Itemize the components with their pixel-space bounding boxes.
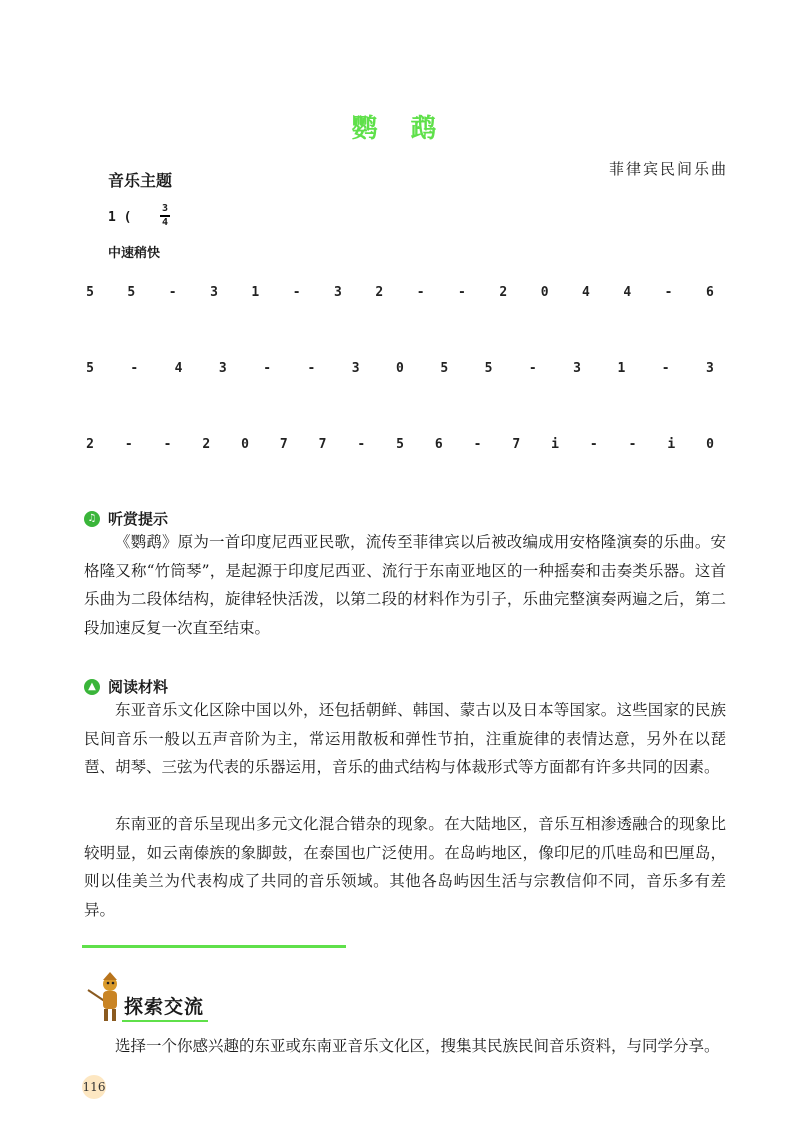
listening-heading — [84, 508, 168, 529]
explore-heading: 探索交流 — [124, 996, 205, 1018]
score-note: 3 — [573, 360, 581, 376]
song-title: 鹦 鹉 — [351, 114, 449, 144]
explore-text: 选择一个你感兴趣的东亚或东南亚音乐文化区，搜集其民族民间音乐资料，与同学分享。 — [115, 1037, 720, 1055]
score-note: 2 — [86, 436, 94, 452]
score-note: 3 — [210, 284, 218, 300]
score-note: 5 — [484, 360, 493, 376]
score-note: 6 — [706, 284, 714, 300]
score-note: 6 — [434, 436, 443, 452]
score-note: 7 — [512, 436, 521, 452]
book-icon: ▲ — [84, 679, 100, 695]
score-note: - — [124, 436, 133, 452]
score-note: 4 — [174, 360, 183, 376]
score-note: 4 — [623, 284, 632, 300]
page-number: 116 — [82, 1075, 106, 1099]
score-row-3 — [84, 432, 716, 456]
reading-paragraph-2: 东南亚的音乐呈现出多元文化混合错杂的现象。在大陆地区，音乐互相渗透融合的现象比较明显，如云南傣族的象脚鼓，在泰国也广泛使用。在岛屿地区，像印尼的爪哇岛和巴厘岛，则以佳美兰为代表构成了共同的音乐领域。其他各岛屿因生活与宗教信仰不同，音乐多有差异。 — [84, 815, 726, 919]
score-note: 3 — [218, 360, 227, 376]
score-row-1 — [84, 280, 716, 304]
score-note: - — [416, 284, 425, 300]
score-note: 2 — [375, 284, 384, 300]
score-note: - — [130, 360, 139, 376]
listening-text: 《鹦鹉》原为一首印度尼西亚民歌，流传至菲律宾以后被改编成用安格隆演奏的乐曲。安格隆又称“竹筒琴”，是起源于印度尼西亚、流行于东南亚地区的一种摇奏和击奏类乐器。这首乐曲为二段体结构，旋律轻快活泼，以第二段的材料作为引子，乐曲完整演奏两遍之后，第二段加速反复一次直至结束。 — [84, 533, 726, 637]
score-note: - — [528, 360, 537, 376]
score-note: - — [628, 436, 637, 452]
score-note: 4 — [582, 284, 590, 300]
score-note: i — [551, 436, 559, 452]
score-note: 5 — [86, 284, 94, 300]
reading-heading — [84, 676, 168, 697]
score-note: 7 — [279, 436, 288, 452]
mascot-figure — [84, 970, 128, 1024]
score-note: 3 — [351, 360, 360, 376]
score-note: 3 — [334, 284, 342, 300]
score-note: 0 — [706, 436, 714, 452]
score-note: 2 — [202, 436, 211, 452]
score-note: 2 — [499, 284, 508, 300]
score-note: - — [589, 436, 598, 452]
score-note: 1 — [251, 284, 260, 300]
score-note: 1 — [617, 360, 626, 376]
score-note: - — [163, 436, 172, 452]
score-note: 5 — [127, 284, 136, 300]
tempo-marking: 中速稍快 — [108, 246, 161, 261]
time-sig-bottom: 4 — [161, 217, 169, 228]
score-note: - — [168, 284, 177, 300]
score-note: 5 — [86, 360, 94, 376]
score-note: - — [357, 436, 366, 452]
score-note: 5 — [396, 436, 404, 452]
score-note: 5 — [440, 360, 449, 376]
time-signature — [160, 204, 170, 228]
key-signature: 1 ( — [108, 210, 132, 225]
score-note: - — [292, 284, 301, 300]
score-note: - — [458, 284, 466, 300]
headphones-icon: ♫ — [84, 511, 100, 527]
score-note: - — [307, 360, 316, 376]
score-row-2 — [84, 356, 716, 380]
score-note: - — [263, 360, 272, 376]
explore-underline — [122, 1020, 208, 1022]
composer-credit: 菲律宾民间乐曲 — [608, 160, 728, 178]
score-note: - — [473, 436, 482, 452]
reading-heading-text: 阅读材料 — [108, 678, 169, 696]
key-time-signature — [108, 204, 188, 234]
score-note: 3 — [706, 360, 714, 376]
score-note: 7 — [318, 436, 327, 452]
score-note: 0 — [540, 284, 549, 300]
listening-heading-text: 听赏提示 — [108, 510, 169, 528]
score-note: - — [661, 360, 670, 376]
time-sig-top: 3 — [161, 203, 169, 214]
theme-label: 音乐主题 — [108, 171, 173, 190]
section-divider — [82, 945, 346, 948]
score-note: - — [664, 284, 673, 300]
score-note: 0 — [396, 360, 404, 376]
reading-paragraph-1: 东亚音乐文化区除中国以外，还包括朝鲜、韩国、蒙古以及日本等国家。这些国家的民族民间音乐一般以五声音阶为主，常运用散板和弹性节拍，注重旋律的表情达意，另外在以琵琶、胡琴、三弦为代表的乐器运用，音乐的曲式结构与体裁形式等方面都有许多共同的因素。 — [84, 701, 726, 776]
score-note: i — [667, 436, 676, 452]
score-note: 0 — [241, 436, 249, 452]
